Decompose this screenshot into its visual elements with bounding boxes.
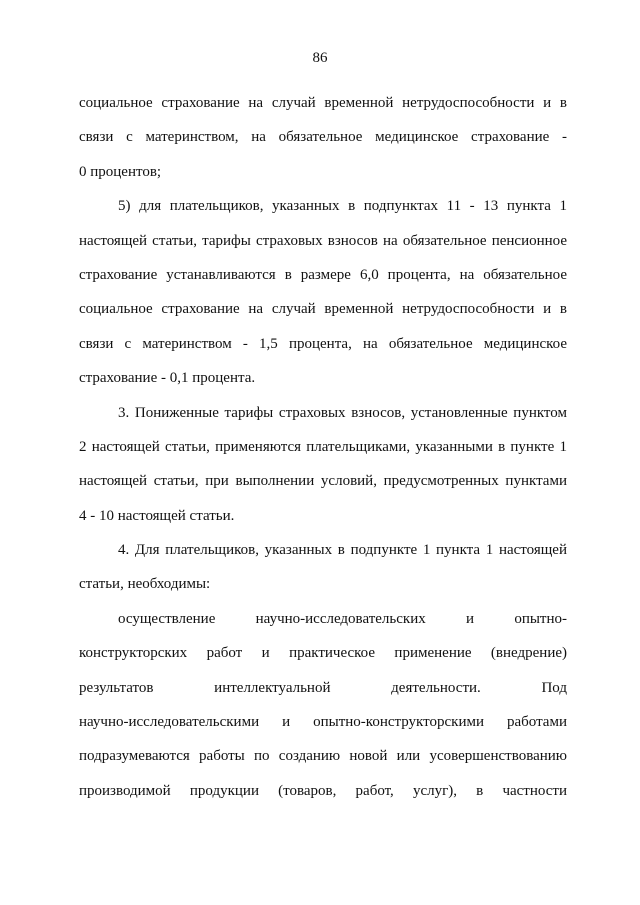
text-line: осуществление научно-исследовательских и опытно- — [118, 610, 567, 627]
text-line: производимой продукции (товаров, работ, услуг), в частности — [79, 782, 567, 799]
text-line: конструкторских работ и практическое применение (внедрение) — [79, 645, 567, 662]
text-line: результатов интеллектуальной деятельности. Под — [79, 679, 567, 696]
text-line: страхование - 0,1 процента. — [79, 370, 256, 387]
text-line: 5) для плательщиков, указанных в подпунктах 11 - 13 пункта 1 — [118, 198, 567, 215]
text-line: научно-исследовательскими и опытно-конструкторскими работами — [79, 714, 567, 731]
text-line: связи с материнством, на обязательное медицинское страхование - — [79, 129, 567, 146]
page-number: 86 — [312, 50, 328, 66]
text-line: страхование устанавливаются в размере 6,0 процента, на обязательное — [79, 266, 567, 283]
text-line: 0 процентов; — [79, 163, 162, 180]
text-line: статьи, необходимы: — [79, 576, 211, 593]
text-line: подразумеваются работы по созданию новой или усовершенствованию — [79, 748, 567, 765]
text-line: 4 - 10 настоящей статьи. — [79, 507, 235, 524]
text-line: социальное страхование на случай временной нетрудоспособности и в — [79, 95, 567, 111]
document-body — [79, 86, 567, 808]
text-line: настоящей статьи, при выполнении условий, предусмотренных пунктами — [79, 473, 567, 490]
text-line: 2 настоящей статьи, применяются плательщиками, указанными в пункте 1 — [79, 438, 567, 455]
text-line: социальное страхование на случай временной нетрудоспособности и в — [79, 301, 567, 318]
text-line: связи с материнством - 1,5 процента, на обязательное медицинское — [79, 335, 567, 352]
text-line: настоящей статьи, тарифы страховых взносов на обязательное пенсионное — [79, 232, 567, 249]
text-line: 4. Для плательщиков, указанных в подпункте 1 пункта 1 настоящей — [118, 542, 567, 559]
text-line: 3. Пониженные тарифы страховых взносов, установленные пунктом — [118, 404, 567, 421]
